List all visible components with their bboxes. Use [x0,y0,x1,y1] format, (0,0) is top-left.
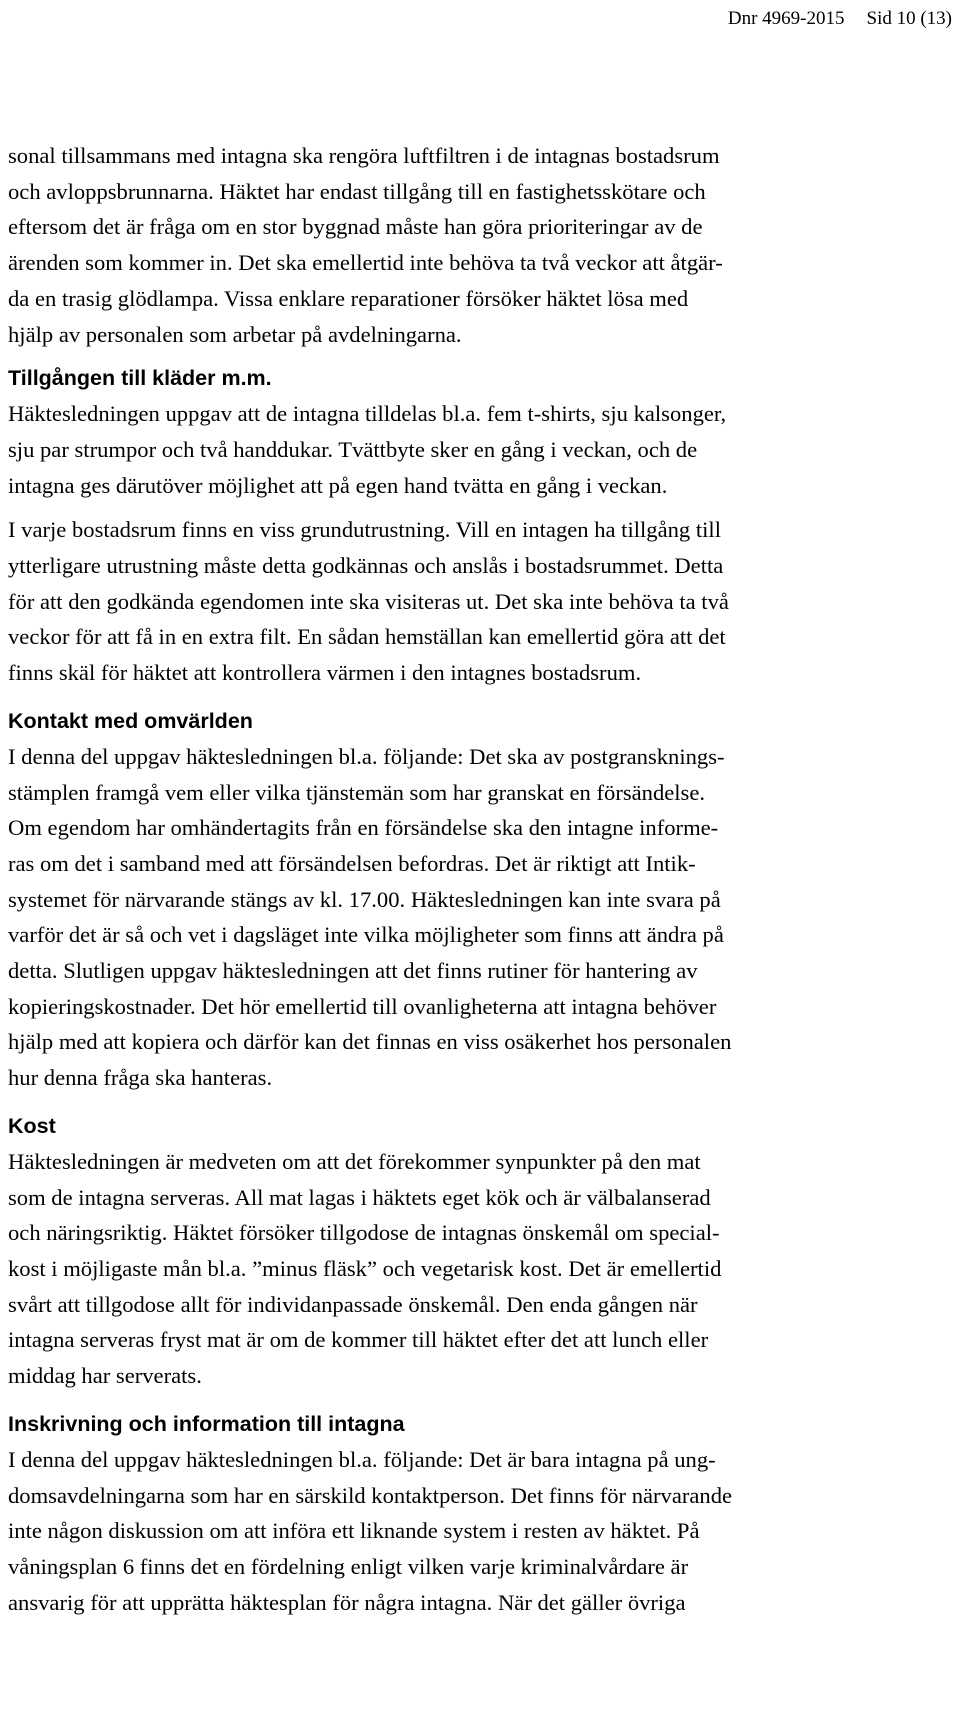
document-number: Dnr 4969-2015 [727,8,845,29]
text-line: ärenden som kommer in. Det ska emellertid inte behöva ta två veckor att åtgär- [8,250,723,276]
text-line: varför det är så och vet i dagsläget inte vilka möjligheter som finns att ändra på [8,922,724,948]
text-line: för att den godkända egendomen inte ska visiteras ut. Det ska inte behöva ta två [8,588,729,614]
text-line: da en trasig glödlampa. Vissa enklare reparationer försöker häktet lösa med [8,285,689,311]
text-line: stämplen framgå vem eller vilka tjänstemän som har granskat en försändelse. [8,779,706,805]
paragraph-equipment [8,512,888,691]
text-line: svårt att tillgodose allt för individanpassade önskemål. Den enda gången när [8,1291,698,1317]
text-line: hjälp av personalen som arbetar på avdelningarna. [8,321,462,347]
text-line: våningsplan 6 finns det en fördelning enligt vilken varje kriminalvårdare är [8,1553,689,1579]
paragraph-clothing [8,396,888,503]
text-line: hjälp med att kopiera och därför kan det finnas en viss osäkerhet hos personalen [8,1029,732,1055]
text-line: eftersom det är fråga om en stor byggnad måste han göra prioriteringar av de [8,214,703,240]
section-heading-contact: Kontakt med omvärlden [8,708,253,733]
paragraph-registration [8,1442,888,1621]
document-body [8,138,888,1620]
page-number: Sid 10 (13) [866,8,952,29]
text-line: Häktesledningen är medveten om att det förekommer synpunkter på den mat [8,1148,701,1174]
text-line: sonal tillsammans med intagna ska rengöra luftfiltren i de intagnas bostadsrum [8,143,720,168]
text-line: ansvarig för att upprätta häktesplan för några intagna. När det gäller övriga [8,1589,686,1615]
text-line: inte någon diskussion om att införa ett liknande system i resten av häktet. På [8,1518,700,1544]
text-line: domsavdelningarna som har en särskild kontaktperson. Det finns för närvarande [8,1482,733,1508]
text-line: ras om det i samband med att försändelsen befordras. Det är riktigt att Intik- [8,850,696,876]
text-line: hur denna fråga ska hanteras. [8,1065,273,1091]
text-line: sju par strumpor och två handdukar. Tvättbyte sker en gång i veckan, och de [8,436,698,462]
text-line: Häktesledningen uppgav att de intagna tilldelas bl.a. fem t-shirts, sju kalsonger, [8,401,727,427]
text-line: kopieringskostnader. Det hör emellertid till ovanligheterna att intagna behöver [8,993,717,1019]
text-line: detta. Slutligen uppgav häktesledningen att det finns rutiner för hantering av [8,958,698,984]
text-line: och näringsriktig. Häktet försöker tillgodose de intagnas önskemål om special- [8,1220,720,1246]
text-line: ytterligare utrustning måste detta godkännas och anslås i bostadsrummet. Detta [8,553,724,579]
text-line: finns skäl för häktet att kontrollera värmen i den intagnes bostadsrum. [8,660,642,686]
text-line: intagna serveras fryst mat är om de kommer till häktet efter det att lunch eller [8,1327,709,1353]
section-heading-registration: Inskrivning och information till intagna [8,1411,405,1436]
text-line: I denna del uppgav häktesledningen bl.a. följande: Det är bara intagna på ung- [8,1446,716,1472]
page-header [728,8,952,30]
section-heading-clothing: Tillgången till kläder m.m. [8,366,272,391]
text-line: middag har serverats. [8,1363,202,1389]
text-line: kost i möjligaste mån bl.a. ”minus fläsk” och vegetarisk kost. Det är emellertid [8,1255,722,1281]
text-line: I varje bostadsrum finns en viss grundutrustning. Vill en intagen ha tillgång till [8,517,721,543]
section-heading-food: Kost [8,1113,56,1138]
paragraph-contact [8,739,888,1096]
text-line: veckor för att få in en extra filt. En sådan hemställan kan emellertid göra att det [8,624,726,650]
text-line: intagna ges därutöver möjlighet att på egen hand tvätta en gång i veckan. [8,472,668,498]
text-line: systemet för närvarande stängs av kl. 17.00. Häktesledningen kan inte svara på [8,886,721,912]
text-line: och avloppsbrunnarna. Häktet har endast tillgång till en fastighetsskötare och [8,178,706,204]
text-line: I denna del uppgav häktesledningen bl.a. följande: Det ska av postgransknings- [8,743,725,769]
paragraph-maintenance [8,138,888,352]
text-line: som de intagna serveras. All mat lagas i häktets eget kök och är välbalanserad [8,1184,711,1210]
text-line: Om egendom har omhändertagits från en försändelse ska den intagne informe- [8,815,719,841]
paragraph-food [8,1144,888,1394]
